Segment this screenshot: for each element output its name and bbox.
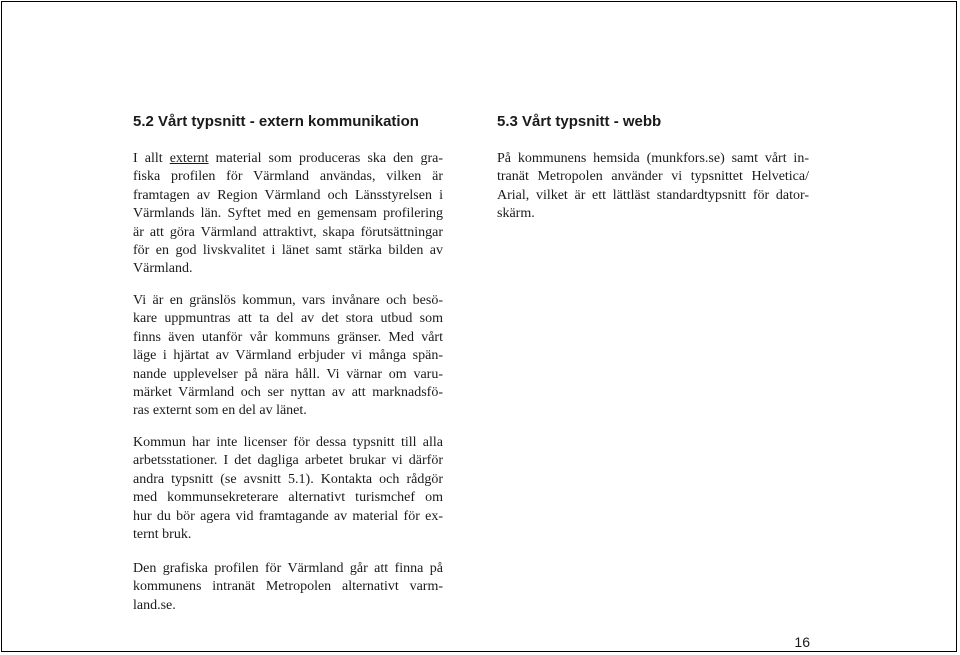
text-line: Arial, vilket är ett lättläst standardtypsnitt för dator- [497,187,809,203]
text-line: för en god livskvalitet i länet samt stärka bilden av [133,243,443,259]
paragraph-borderless-municipality [133,292,443,421]
text-line: med kommunsekreterare alternativt turismchef om [133,490,443,506]
section-heading-external: 5.2 Vårt typsnitt - extern kommunikation [133,113,419,130]
text-line: Den grafiska profilen för Värmland går att finna på [133,561,443,576]
text-line: Kommun har inte licenser för dessa typsnitt till alla [133,435,443,450]
paragraph-licenses [133,434,443,544]
text-line: hur du bör agera vid framtagande av material för ex- [133,508,443,524]
text-line: På kommunens hemsida (munkfors.se) samt vårt in- [497,151,809,166]
page-number: 16 [794,634,810,650]
text-line: skärm. [497,206,535,222]
text-line: arbetsstationer. I det dagliga arbetet brukar vi därför [133,453,443,469]
text-line: andra typsnitt (se avsnitt 5.1). Kontakta och rådgör [133,471,443,487]
text-line: finns även utanför vår kommuns gränser. Med vårt [133,329,443,345]
paragraph-web-font [497,150,809,224]
paragraph-graphic-profile-location [133,560,443,615]
text-line: kare uppmuntras att ta del av det stora utbud som [133,311,443,327]
text-line: land.se. [133,597,176,613]
text-line: Värmlands län. Syftet med en gemensam profilering [133,206,443,222]
text-line: framtagen av Region Värmland och Länsstyrelsen i [133,187,443,203]
text-line: Värmland. [133,261,193,277]
section-heading-web: 5.3 Vårt typsnitt - webb [497,113,662,130]
text-line: I allt externt material som produceras ska den gra- [133,151,444,166]
paragraph-external-intro [133,150,443,279]
text-line: ternt bruk. [133,527,192,543]
text-line: ras externt som en del av länet. [133,403,307,419]
text-line: fiska profilen för Värmland användas, vilken är [133,169,443,185]
text-line: läge i hjärtat av Värmland erbjuder vi många spän- [133,348,443,364]
text-line: tranät Metropolen använder vi typsnittet Helvetica/ [497,169,809,185]
text-line: märket Värmland och ser nyttan av att marknadsfö- [133,385,443,401]
text-line: nande upplevelser på nära håll. Vi värnar om varu- [133,366,443,382]
underlined-word: externt [169,151,209,166]
text-line: Vi är en gränslös kommun, vars invånare och besö- [133,293,443,308]
text-line: är att göra Värmland attraktivt, skapa förutsättningar [133,224,443,240]
text-line: kommunens intranät Metropolen alternativt varm- [133,579,443,595]
